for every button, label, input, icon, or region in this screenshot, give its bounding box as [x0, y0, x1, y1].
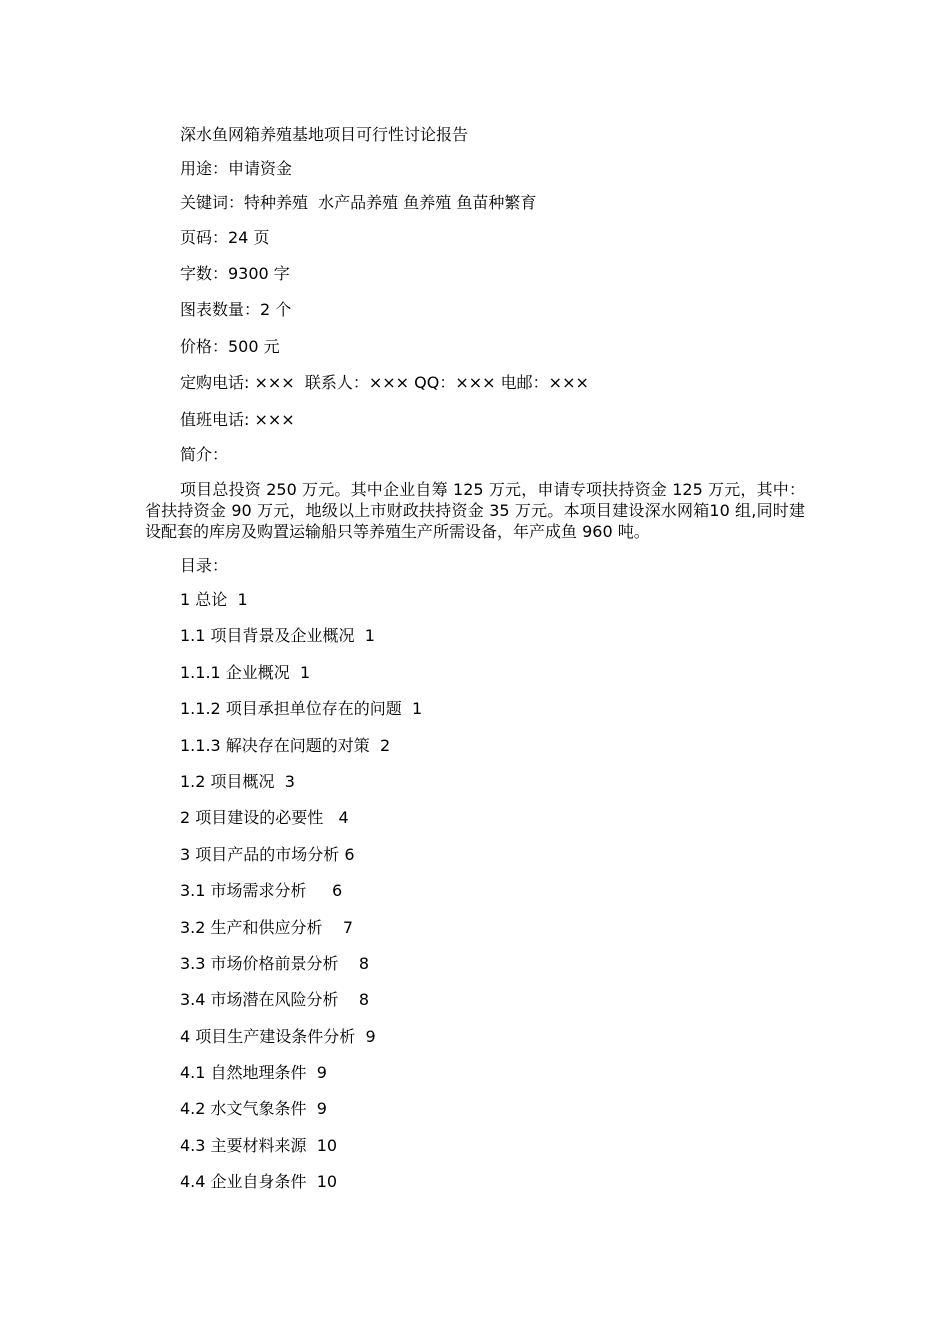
intro-label: 简介：	[180, 445, 229, 464]
toc-item: 4.1 自然地理条件 9	[180, 1063, 327, 1083]
toc-item: 3.3 市场价格前景分析 8	[180, 953, 370, 973]
usage-line: 用途：申请资金	[180, 159, 293, 178]
toc-item: 4.4 企业自身条件 10	[180, 1172, 338, 1192]
duty-phone-line: 值班电话: ×××	[180, 410, 295, 429]
intro-paragraph: 项目总投资 250 万元。其中企业自筹 125 万元，申请专项扶持资金 125 万元，其中：省扶持资金 90 万元，地级以上市财政扶持资金 35 万元。本项目建设深水网箱10 组,同时建设配套的库房及购置运输船只等养殖生产所需设备，年产成鱼 960 吨。	[145, 480, 805, 541]
chart-count-line: 图表数量：2 个	[180, 300, 292, 319]
toc-label: 目录：	[180, 556, 229, 575]
toc-item: 1.1.1 企业概况 1	[180, 662, 311, 682]
toc-item: 3.1 市场需求分析 6	[180, 881, 343, 901]
toc-item: 4.3 主要材料来源 10	[180, 1135, 338, 1155]
toc-item: 3 项目产品的市场分析 6	[180, 844, 355, 864]
toc-item: 2 项目建设的必要性 4	[180, 808, 349, 828]
document-title: 深水鱼网箱养殖基地项目可行性讨论报告	[180, 125, 469, 144]
toc-item: 1.1.3 解决存在问题的对策 2	[180, 735, 391, 755]
toc-item: 1 总论 1	[180, 590, 248, 609]
table-of-contents	[180, 590, 422, 1209]
price-line: 价格：500 元	[180, 337, 280, 356]
toc-item: 1.1 项目背景及企业概况 1	[180, 626, 375, 646]
keywords-line: 关键词：特种养殖 水产品养殖 鱼养殖 鱼苗种繁育	[180, 193, 537, 212]
toc-item: 4 项目生产建设条件分析 9	[180, 1026, 376, 1046]
toc-item: 3.4 市场潜在风险分析 8	[180, 990, 370, 1010]
toc-item: 1.2 项目概况 3	[180, 771, 295, 791]
toc-item: 3.2 生产和供应分析 7	[180, 917, 354, 937]
word-count-line: 字数：9300 字	[180, 264, 290, 283]
toc-item: 1.1.2 项目承担单位存在的问题 1	[180, 699, 423, 719]
pages-line: 页码：24 页	[180, 228, 270, 247]
order-contact-line: 定购电话: ××× 联系人：××× QQ：××× 电邮：×××	[180, 373, 589, 392]
toc-item: 4.2 水文气象条件 9	[180, 1099, 327, 1119]
